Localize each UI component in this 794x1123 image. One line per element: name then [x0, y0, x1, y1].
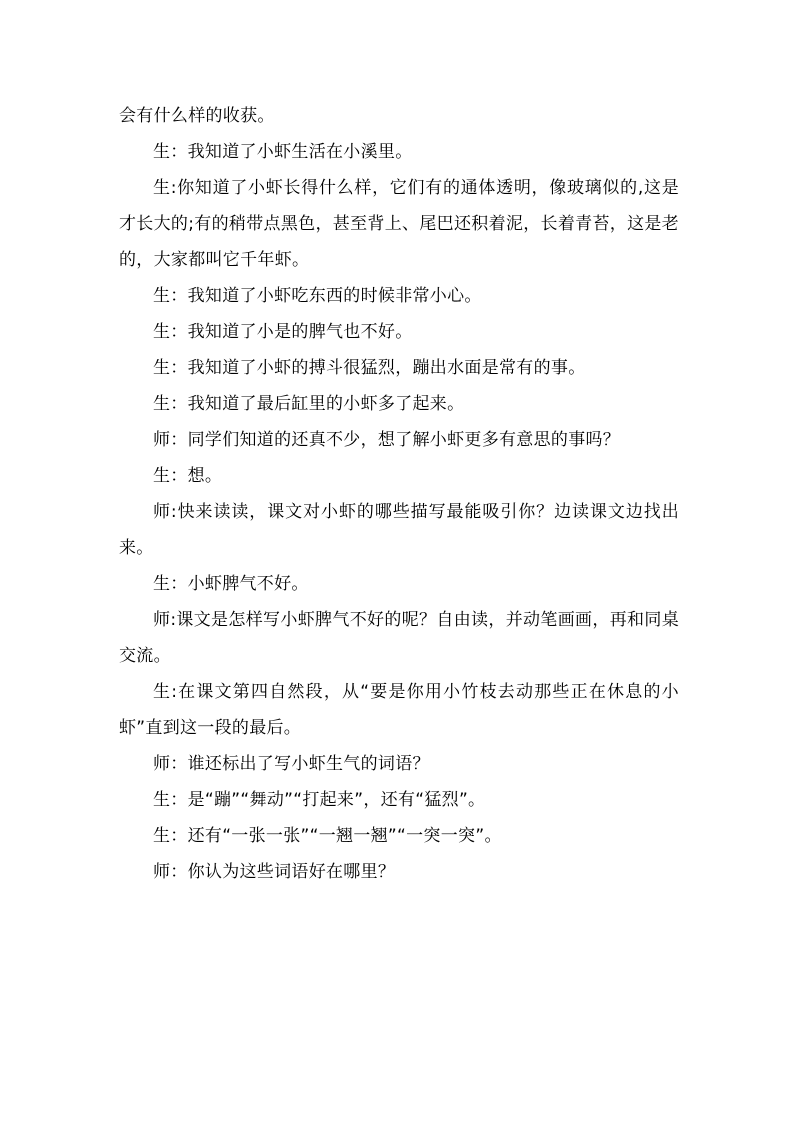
- paragraph: 生：我知道了小虾吃东西的时候非常小心。: [153, 286, 482, 306]
- paragraph: 师:快来读读，课文对小虾的哪些描写最能吸引你？边读课文边找出来。: [119, 502, 679, 558]
- paragraph: 师:课文是怎样写小虾脾气不好的呢？自由读，并动笔画画，再和同桌交流。: [119, 610, 679, 666]
- paragraph: 生：小虾脾气不好。: [153, 574, 309, 594]
- paragraph: 生：还有“一张一张”“一翘一翘”“一突一突”。: [153, 826, 502, 846]
- paragraph: 生：我知道了最后缸里的小虾多了起来。: [153, 394, 465, 414]
- paragraph: 生：想。: [153, 466, 223, 486]
- paragraph: 生:你知道了小虾长得什么样，它们有的通体透明，像玻璃似的,这是才长大的;有的稍带点黑色，甚至背上、尾巴还积着泥，长着青苔，这是老的，大家都叫它千年虾。: [119, 178, 679, 270]
- paragraph: 师：你认为这些词语好在哪里？: [153, 862, 396, 882]
- paragraph: 生：我知道了小虾的搏斗很猛烈，蹦出水面是常有的事。: [153, 358, 586, 378]
- document-body: [119, 98, 679, 890]
- paragraph: 生:在课文第四自然段，从“要是你用小竹枝去动那些正在休息的小虾”直到这一段的最后。: [119, 682, 679, 738]
- paragraph: 生：是“蹦”“舞动”“打起来”，还有“猛烈”。: [153, 790, 486, 810]
- paragraph: 生：我知道了小虾生活在小溪里。: [153, 142, 413, 162]
- paragraph: 生：我知道了小是的脾气也不好。: [153, 322, 413, 342]
- paragraph: 师：谁还标出了写小虾生气的词语？: [153, 754, 430, 774]
- paragraph: 会有什么样的收获。: [119, 106, 275, 126]
- paragraph: 师：同学们知道的还真不少，想了解小虾更多有意思的事吗？: [153, 430, 621, 450]
